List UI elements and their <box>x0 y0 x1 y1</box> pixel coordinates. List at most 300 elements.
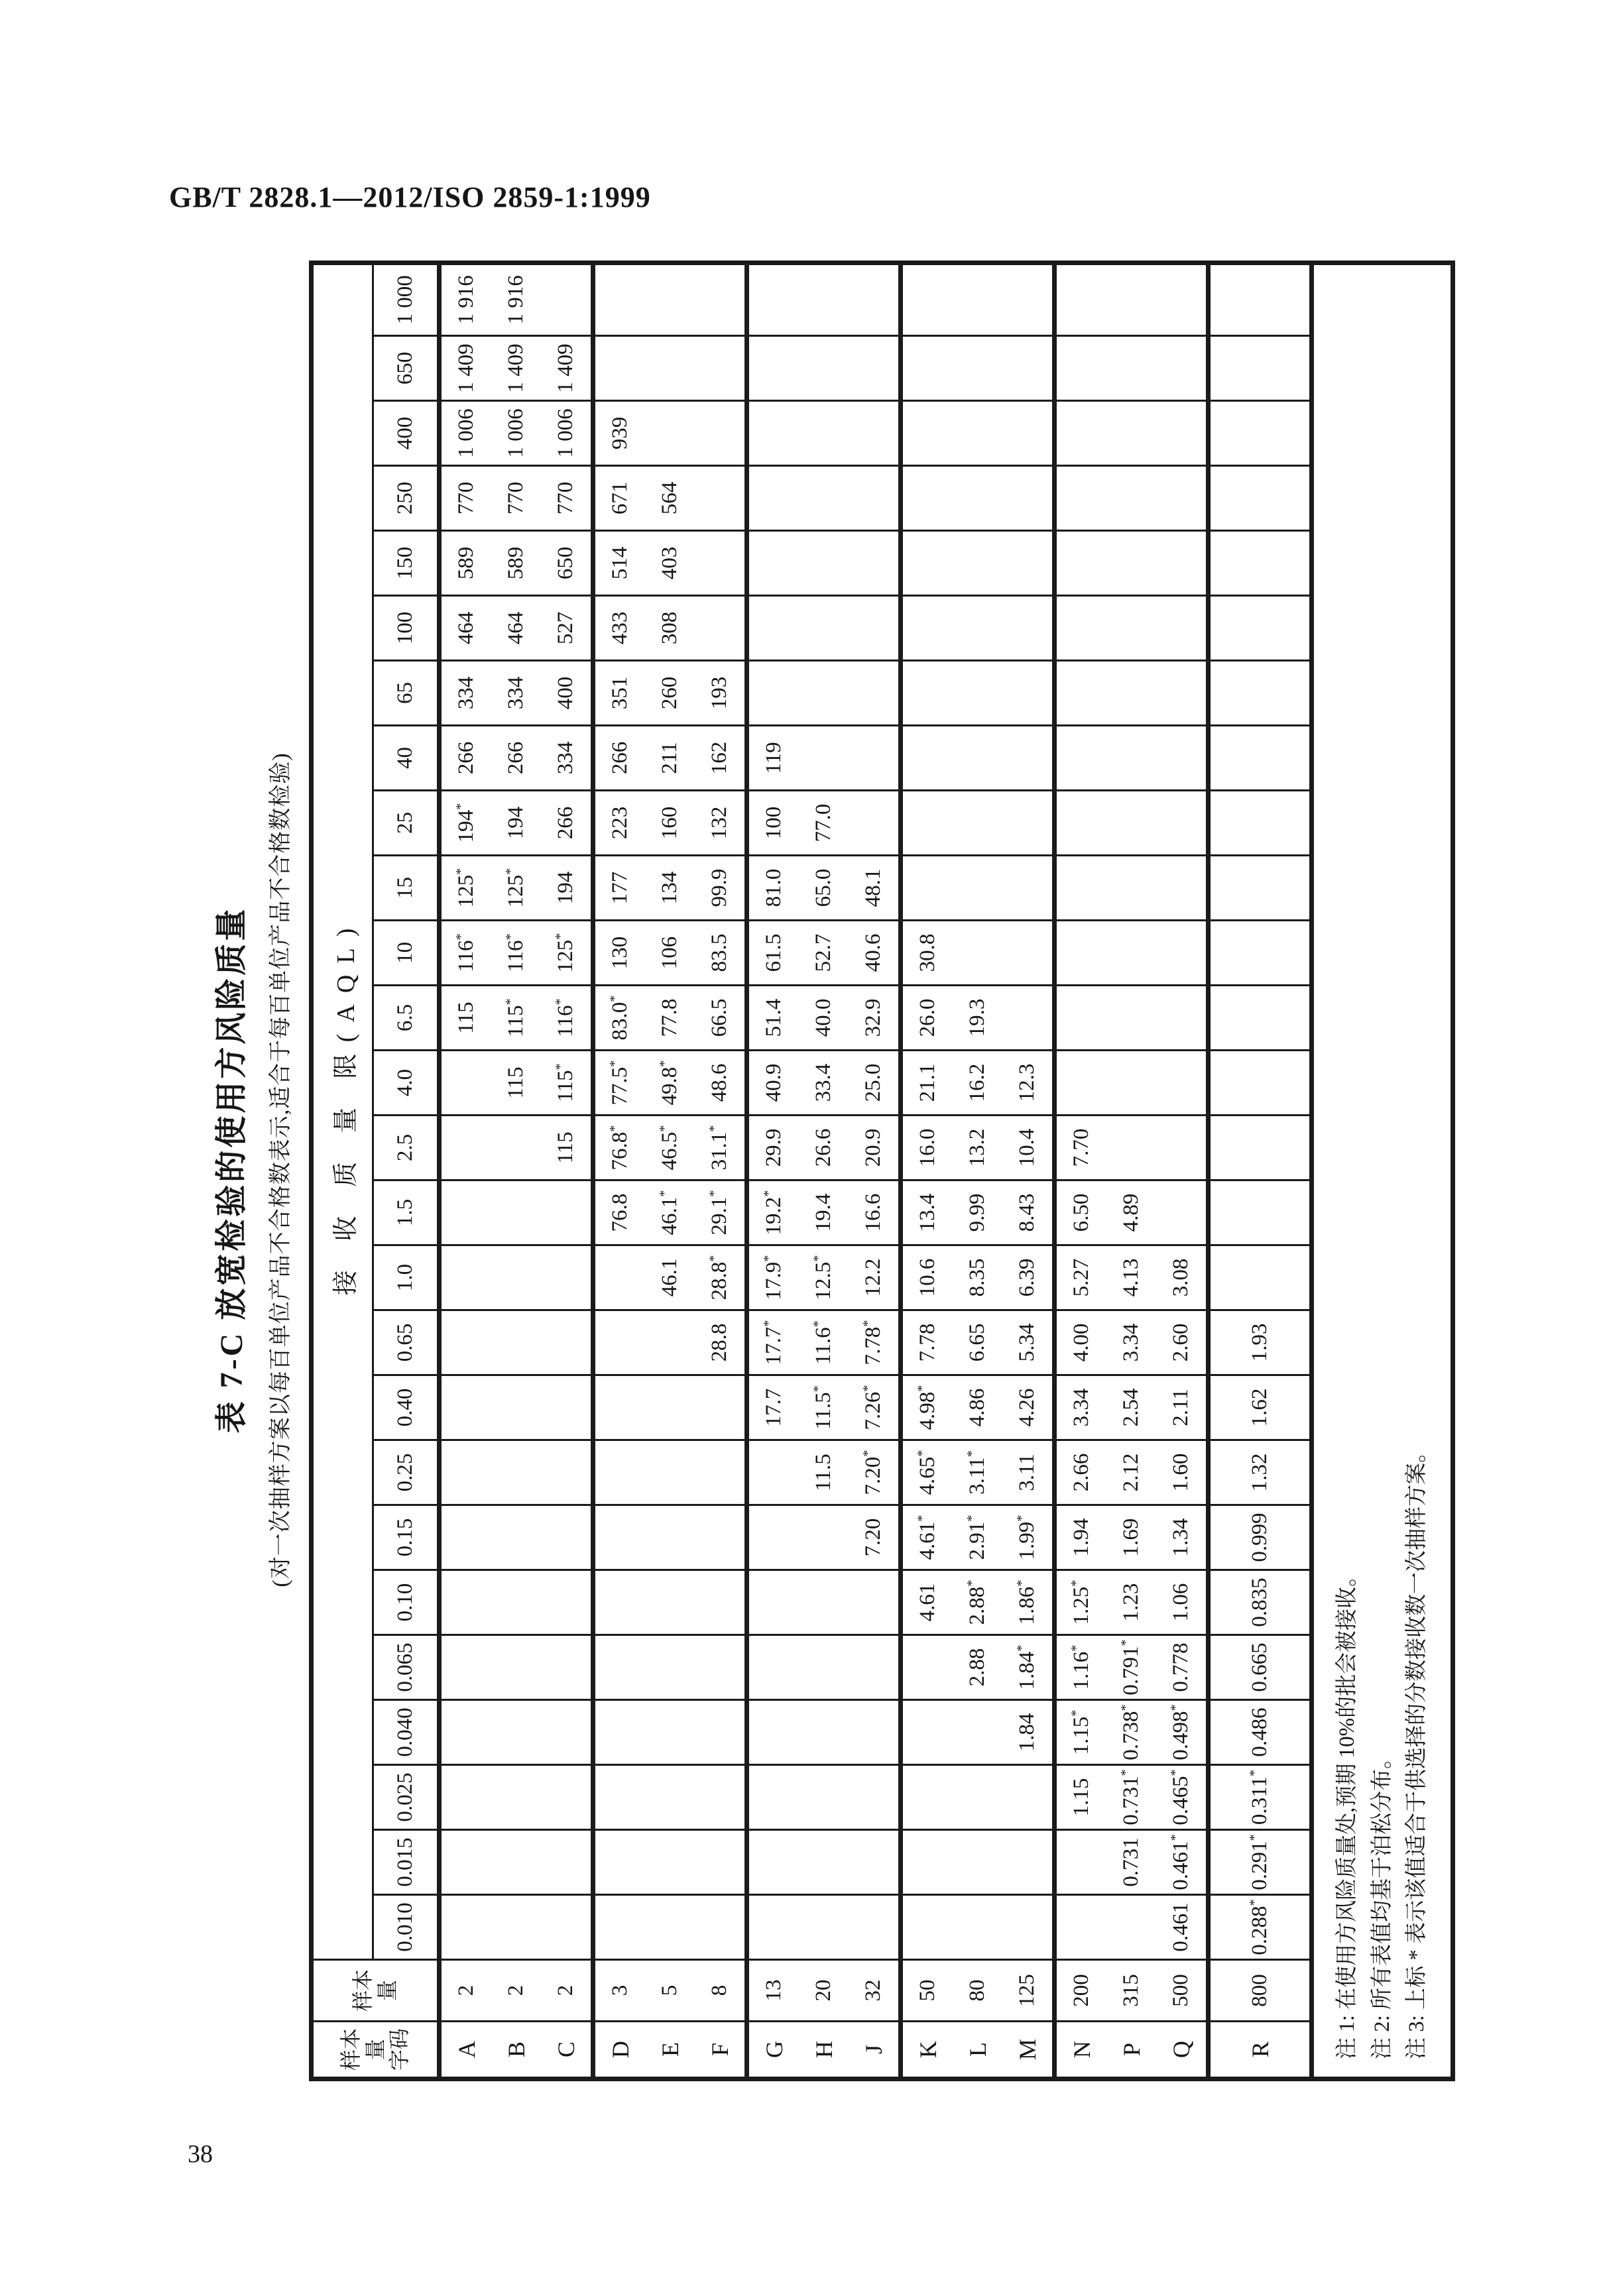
value-cell: 6.50 <box>1055 1180 1107 1245</box>
value-cell <box>953 336 1002 401</box>
value-cell <box>440 1895 492 1960</box>
value-cell: 1.94 <box>1055 1505 1107 1570</box>
value-cell: 266 <box>440 726 492 791</box>
value-cell <box>901 1765 953 1830</box>
value-cell: 4.00 <box>1055 1310 1107 1375</box>
value-cell <box>1156 726 1209 791</box>
fractional-plan-star: * <box>707 1190 721 1197</box>
fractional-plan-star: * <box>1168 1769 1183 1776</box>
fractional-plan-star: * <box>915 1450 929 1457</box>
value-cell <box>1002 986 1055 1051</box>
value-cell <box>440 1245 492 1310</box>
aql-column-header: 65 <box>373 661 440 726</box>
value-cell: 3.08 <box>1156 1245 1209 1310</box>
stub-header-line: 量 <box>363 2039 387 2061</box>
stub-header-line: 字码 <box>387 2028 412 2071</box>
value-cell <box>953 661 1002 726</box>
value-cell <box>695 1765 747 1830</box>
sample-size-code: E <box>645 2022 695 2079</box>
value-cell <box>440 1505 492 1570</box>
value-cell <box>645 1635 695 1700</box>
value-cell: 1 006 <box>541 401 593 466</box>
value-cell <box>953 1895 1002 1960</box>
value-cell <box>1209 856 1312 921</box>
value-cell: 266 <box>541 791 593 856</box>
value-cell: 160 <box>645 791 695 856</box>
value-cell <box>799 466 849 531</box>
value-cell <box>953 856 1002 921</box>
value-cell <box>953 1700 1002 1765</box>
value-cell <box>901 791 953 856</box>
value-cell <box>849 1635 901 1700</box>
value-cell <box>747 1635 800 1700</box>
sample-size: 20 <box>799 1960 849 2022</box>
fractional-plan-star: * <box>915 1385 929 1392</box>
value-cell: 125* <box>440 856 492 921</box>
value-cell <box>593 262 646 335</box>
value-cell: 671 <box>593 466 646 531</box>
aql-column-header: 0.10 <box>373 1570 440 1635</box>
aql-column-header: 0.65 <box>373 1310 440 1375</box>
value-cell <box>1055 596 1107 661</box>
value-cell: 115 <box>541 1116 593 1180</box>
value-cell: 1 409 <box>440 336 492 401</box>
value-cell <box>440 1310 492 1375</box>
table-row-D <box>593 262 646 2079</box>
table-row-P <box>1106 262 1156 2079</box>
value-cell <box>1209 262 1312 335</box>
fractional-plan-star: * <box>503 933 518 941</box>
value-cell: 115* <box>491 986 541 1051</box>
value-cell: 4.13 <box>1106 1245 1156 1310</box>
fractional-plan-star: * <box>1118 1639 1133 1646</box>
fractional-plan-star: * <box>761 1255 776 1262</box>
value-cell <box>849 531 901 596</box>
value-cell <box>1002 336 1055 401</box>
value-cell: 9.99 <box>953 1180 1002 1245</box>
table-title: 表 7-C 放宽检验的使用方风险质量 <box>214 906 249 1434</box>
value-cell <box>695 1440 747 1505</box>
fractional-plan-star: * <box>811 1320 825 1328</box>
value-cell: 11.5* <box>799 1375 849 1440</box>
sample-size: 5 <box>645 1960 695 2022</box>
value-cell: 3.34 <box>1055 1375 1107 1440</box>
value-cell <box>849 1765 901 1830</box>
value-cell <box>593 1700 646 1765</box>
stub-header-line: 样本 <box>351 1969 375 2012</box>
value-cell: 115* <box>541 1051 593 1116</box>
fractional-plan-star: * <box>860 1320 875 1327</box>
value-cell <box>645 262 695 335</box>
value-cell <box>747 1830 800 1895</box>
value-cell: 514 <box>593 531 646 596</box>
value-cell <box>593 1635 646 1700</box>
value-cell: 0.486 <box>1209 1700 1312 1765</box>
value-cell <box>953 1830 1002 1895</box>
value-cell <box>593 1310 646 1375</box>
value-cell: 65.0 <box>799 856 849 921</box>
value-cell <box>1055 336 1107 401</box>
value-cell: 115 <box>491 1051 541 1116</box>
aql-column-header: 400 <box>373 401 440 466</box>
aql-column-header: 10 <box>373 921 440 986</box>
value-cell: 3.11 <box>1002 1440 1055 1505</box>
value-cell <box>1055 466 1107 531</box>
value-cell <box>1156 986 1209 1051</box>
value-cell <box>1002 1830 1055 1895</box>
sample-size-code: N <box>1055 2022 1107 2079</box>
value-cell <box>541 1180 593 1245</box>
value-cell <box>541 1245 593 1310</box>
value-cell <box>1055 1051 1107 1116</box>
value-cell <box>645 401 695 466</box>
value-cell <box>695 262 747 335</box>
value-cell: 1.62 <box>1209 1375 1312 1440</box>
value-cell: 403 <box>645 531 695 596</box>
value-cell: 0.999 <box>1209 1505 1312 1570</box>
value-cell <box>491 1570 541 1635</box>
value-cell <box>593 1245 646 1310</box>
value-cell: 1.25* <box>1055 1570 1107 1635</box>
value-cell: 40.9 <box>747 1051 800 1116</box>
value-cell <box>440 1180 492 1245</box>
table-row-J <box>849 262 901 2079</box>
value-cell: 12.2 <box>849 1245 901 1310</box>
value-cell: 0.791* <box>1106 1635 1156 1700</box>
value-cell: 16.2 <box>953 1051 1002 1116</box>
value-cell: 939 <box>593 401 646 466</box>
fractional-plan-star: * <box>811 1255 825 1262</box>
value-cell <box>1209 921 1312 986</box>
value-cell <box>645 1505 695 1570</box>
aql-column-header: 1.5 <box>373 1180 440 1245</box>
aql-column-header: 4.0 <box>373 1051 440 1116</box>
fractional-plan-star: * <box>1118 1769 1133 1776</box>
sample-size-code: G <box>747 2022 800 2079</box>
value-cell: 31.1* <box>695 1116 747 1180</box>
value-cell: 770 <box>440 466 492 531</box>
value-cell <box>440 1700 492 1765</box>
stub-header-line: 量 <box>375 1980 399 2002</box>
value-cell: 16.0 <box>901 1116 953 1180</box>
value-cell: 17.7* <box>747 1310 800 1375</box>
aql-header: 接 收 质 量 限(AQL) <box>312 262 373 1959</box>
value-cell: 194 <box>491 791 541 856</box>
sample-size-code: K <box>901 2022 953 2079</box>
value-cell: 26.0 <box>901 986 953 1051</box>
value-cell <box>953 791 1002 856</box>
table-row-E <box>645 262 695 2079</box>
value-cell: 1.86* <box>1002 1570 1055 1635</box>
value-cell: 125* <box>541 921 593 986</box>
value-cell <box>799 1635 849 1700</box>
value-cell: 0.291* <box>1209 1830 1312 1895</box>
value-cell: 1.34 <box>1156 1505 1209 1570</box>
sample-size-code: C <box>541 2022 593 2079</box>
value-cell <box>593 1830 646 1895</box>
value-cell <box>645 1310 695 1375</box>
value-cell: 132 <box>695 791 747 856</box>
value-cell <box>695 1375 747 1440</box>
value-cell: 28.8 <box>695 1310 747 1375</box>
value-cell: 1 409 <box>491 336 541 401</box>
fractional-plan-star: * <box>707 1255 721 1262</box>
fractional-plan-star: * <box>915 1515 929 1522</box>
table-row-K <box>901 262 953 2079</box>
value-cell <box>541 1700 593 1765</box>
value-cell: 1.69 <box>1106 1505 1156 1570</box>
fractional-plan-star: * <box>965 1515 979 1522</box>
value-cell <box>491 1116 541 1180</box>
value-cell: 3.34 <box>1106 1310 1156 1375</box>
value-cell: 7.26* <box>849 1375 901 1440</box>
value-cell <box>593 1440 646 1505</box>
value-cell <box>491 1375 541 1440</box>
value-cell <box>541 1895 593 1960</box>
value-cell: 770 <box>541 466 593 531</box>
stub-header-line: 样本 <box>338 2028 363 2071</box>
value-cell <box>593 1895 646 1960</box>
fractional-plan-star: * <box>657 1125 672 1132</box>
value-cell <box>645 336 695 401</box>
value-cell: 4.86 <box>953 1375 1002 1440</box>
value-cell <box>901 1700 953 1765</box>
value-cell: 51.4 <box>747 986 800 1051</box>
value-cell <box>1209 1180 1312 1245</box>
value-cell: 115 <box>440 986 492 1051</box>
value-cell <box>747 661 800 726</box>
value-cell <box>695 336 747 401</box>
value-cell <box>695 531 747 596</box>
sample-size-code: F <box>695 2022 747 2079</box>
value-cell <box>1156 596 1209 661</box>
sample-size-code: B <box>491 2022 541 2079</box>
aql-column-header: 0.15 <box>373 1505 440 1570</box>
value-cell: 13.2 <box>953 1116 1002 1180</box>
sample-size: 315 <box>1106 1960 1156 2022</box>
value-cell <box>747 1765 800 1830</box>
value-cell: 1.99* <box>1002 1505 1055 1570</box>
value-cell <box>747 1440 800 1505</box>
value-cell: 28.8* <box>695 1245 747 1310</box>
value-cell <box>1055 791 1107 856</box>
aql-column-header: 25 <box>373 791 440 856</box>
value-cell: 100 <box>747 791 800 856</box>
aql-column-header: 1.0 <box>373 1245 440 1310</box>
value-cell <box>799 401 849 466</box>
value-cell <box>695 1635 747 1700</box>
value-cell: 0.311* <box>1209 1765 1312 1830</box>
value-cell: 40.6 <box>849 921 901 986</box>
sample-size-code: D <box>593 2022 646 2079</box>
sample-size-code: R <box>1209 2022 1312 2079</box>
value-cell: 527 <box>541 596 593 661</box>
value-cell <box>541 1375 593 1440</box>
value-cell <box>1209 791 1312 856</box>
value-cell <box>695 1700 747 1765</box>
value-cell: 0.665 <box>1209 1635 1312 1700</box>
value-cell: 125* <box>491 856 541 921</box>
value-cell <box>849 336 901 401</box>
value-cell <box>747 401 800 466</box>
aql-column-header: 0.015 <box>373 1830 440 1895</box>
fractional-plan-star: * <box>607 1125 622 1132</box>
sample-size: 2 <box>440 1960 492 2022</box>
value-cell <box>1055 1830 1107 1895</box>
value-cell: 12.3 <box>1002 1051 1055 1116</box>
value-cell <box>901 401 953 466</box>
value-cell: 7.70 <box>1055 1116 1107 1180</box>
value-cell <box>1106 856 1156 921</box>
value-cell <box>901 262 953 335</box>
value-cell: 1.60 <box>1156 1440 1209 1505</box>
value-cell <box>953 466 1002 531</box>
value-cell <box>901 466 953 531</box>
fractional-plan-star: * <box>1014 1644 1029 1652</box>
table-row-R <box>1209 262 1312 2079</box>
sample-size: 500 <box>1156 1960 1209 2022</box>
value-cell: 25.0 <box>849 1051 901 1116</box>
value-cell: 194* <box>440 791 492 856</box>
value-cell: 2.11 <box>1156 1375 1209 1440</box>
sample-size: 2 <box>491 1960 541 2022</box>
value-cell: 1 916 <box>440 262 492 335</box>
value-cell: 770 <box>491 466 541 531</box>
value-cell <box>849 1895 901 1960</box>
value-cell <box>799 661 849 726</box>
value-cell <box>440 1440 492 1505</box>
sample-size-code: L <box>953 2022 1002 2079</box>
value-cell: 2.88 <box>953 1635 1002 1700</box>
value-cell <box>1055 401 1107 466</box>
value-cell <box>953 596 1002 661</box>
value-cell <box>695 1505 747 1570</box>
value-cell <box>901 531 953 596</box>
value-cell: 260 <box>645 661 695 726</box>
value-cell <box>1002 262 1055 335</box>
value-cell <box>593 1375 646 1440</box>
table-row-H <box>799 262 849 2079</box>
sample-size: 13 <box>747 1960 800 2022</box>
value-cell <box>1106 986 1156 1051</box>
value-cell: 30.8 <box>901 921 953 986</box>
value-cell: 223 <box>593 791 646 856</box>
value-cell <box>1209 1245 1312 1310</box>
fractional-plan-star: * <box>1069 1579 1083 1587</box>
fractional-plan-star: * <box>553 933 567 940</box>
value-cell: 1.93 <box>1209 1310 1312 1375</box>
fractional-plan-star: * <box>1168 1834 1183 1841</box>
value-cell <box>747 262 800 335</box>
fractional-plan-star: * <box>1069 1709 1083 1717</box>
value-cell: 7.20* <box>849 1440 901 1505</box>
value-cell <box>1106 661 1156 726</box>
fractional-plan-star: * <box>1168 1704 1183 1711</box>
value-cell: 61.5 <box>747 921 800 986</box>
value-cell <box>1002 1765 1055 1830</box>
value-cell <box>747 1570 800 1635</box>
value-cell: 134 <box>645 856 695 921</box>
value-cell <box>440 1635 492 1700</box>
value-cell <box>747 466 800 531</box>
value-cell: 2.12 <box>1106 1440 1156 1505</box>
value-cell <box>747 1895 800 1960</box>
aql-column-header: 650 <box>373 336 440 401</box>
fractional-plan-star: * <box>657 1190 672 1197</box>
value-cell <box>695 1895 747 1960</box>
table-row-F <box>695 262 747 2079</box>
value-cell <box>1156 531 1209 596</box>
value-cell <box>1106 726 1156 791</box>
value-cell: 1.16* <box>1055 1635 1107 1700</box>
value-cell: 19.4 <box>799 1180 849 1245</box>
value-cell <box>1106 262 1156 335</box>
value-cell: 11.6* <box>799 1310 849 1375</box>
value-cell <box>849 726 901 791</box>
fractional-plan-star: * <box>553 1063 567 1070</box>
value-cell: 211 <box>645 726 695 791</box>
value-cell <box>1209 531 1312 596</box>
value-cell: 10.6 <box>901 1245 953 1310</box>
value-cell <box>541 262 593 335</box>
value-cell: 1.15* <box>1055 1700 1107 1765</box>
value-cell <box>541 1440 593 1505</box>
value-cell: 0.731 <box>1106 1830 1156 1895</box>
value-cell <box>440 1116 492 1180</box>
value-cell <box>849 1700 901 1765</box>
value-cell <box>1002 921 1055 986</box>
value-cell <box>901 596 953 661</box>
value-cell <box>1156 856 1209 921</box>
value-cell: 0.738* <box>1106 1700 1156 1765</box>
value-cell <box>593 1765 646 1830</box>
value-cell: 46.5* <box>645 1116 695 1180</box>
aql-column-header: 0.040 <box>373 1700 440 1765</box>
value-cell <box>901 336 953 401</box>
value-cell <box>1055 856 1107 921</box>
value-cell: 162 <box>695 726 747 791</box>
value-cell <box>799 531 849 596</box>
value-cell: 0.498* <box>1156 1700 1209 1765</box>
sample-size: 125 <box>1002 1960 1055 2022</box>
value-cell: 589 <box>491 531 541 596</box>
value-cell <box>440 1570 492 1635</box>
value-cell: 433 <box>593 596 646 661</box>
value-cell: 1 916 <box>491 262 541 335</box>
value-cell: 0.465* <box>1156 1765 1209 1830</box>
value-cell <box>799 336 849 401</box>
value-cell <box>1156 921 1209 986</box>
value-cell: 1 006 <box>440 401 492 466</box>
fractional-plan-star: * <box>503 868 518 875</box>
value-cell <box>1002 596 1055 661</box>
sample-size: 32 <box>849 1960 901 2022</box>
value-cell: 7.20 <box>849 1505 901 1570</box>
value-cell: 17.9* <box>747 1245 800 1310</box>
value-cell: 2.60 <box>1156 1310 1209 1375</box>
value-cell: 48.6 <box>695 1051 747 1116</box>
value-cell <box>1055 726 1107 791</box>
value-cell: 40.0 <box>799 986 849 1051</box>
note-line: 注 1: 在使用方风险质量处,预期 10%的批会被接收。 <box>1334 1564 1359 2059</box>
value-cell: 3.11* <box>953 1440 1002 1505</box>
value-cell <box>440 1375 492 1440</box>
value-cell: 77.8 <box>645 986 695 1051</box>
aql-column-header: 0.40 <box>373 1375 440 1440</box>
value-cell <box>645 1830 695 1895</box>
value-cell <box>1156 1116 1209 1180</box>
value-cell: 6.65 <box>953 1310 1002 1375</box>
